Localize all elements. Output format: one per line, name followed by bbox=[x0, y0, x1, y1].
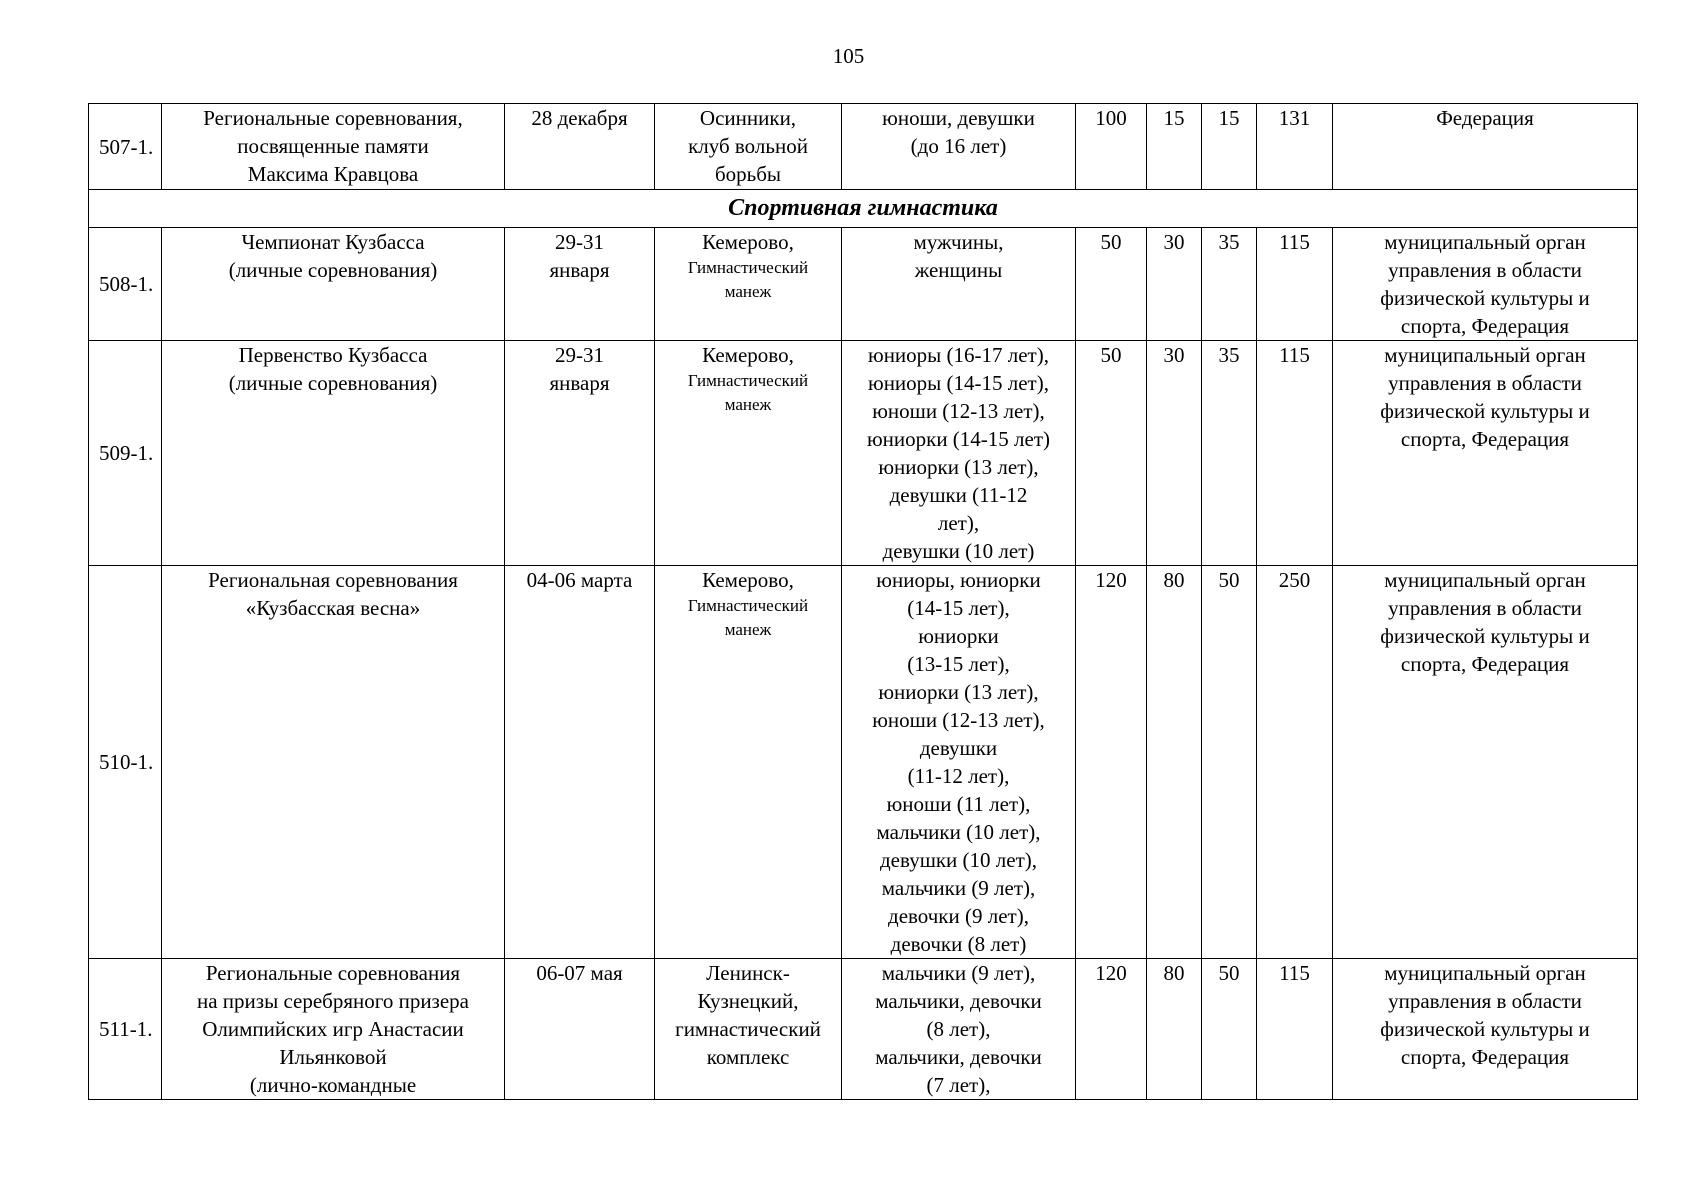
text-line: юниоры (16-17 лет), bbox=[868, 343, 1049, 367]
count-cell: 50 bbox=[1076, 228, 1147, 341]
text-line: мальчики (9 лет), bbox=[881, 961, 1036, 985]
text-line: Чемпионат Кузбасса bbox=[241, 230, 425, 254]
text-line: манеж bbox=[724, 395, 772, 414]
count-cell: 120 bbox=[1076, 959, 1147, 1100]
text-line: Первенство Кузбасса bbox=[238, 343, 428, 367]
text-line: мальчики (10 лет), bbox=[876, 820, 1041, 844]
venue-cell bbox=[655, 104, 842, 190]
text-line: управления в области bbox=[1388, 989, 1582, 1013]
text-line: девушки (10 лет), bbox=[879, 848, 1038, 872]
text-line: Кемерово, bbox=[702, 230, 794, 254]
text-line: мужчины, bbox=[913, 230, 1004, 254]
text-line: юниорки (14-15 лет) bbox=[866, 427, 1051, 451]
row-number-cell: 510-1. bbox=[89, 566, 162, 959]
text-line: Федерация bbox=[1436, 106, 1534, 130]
text-line: Гимнастический bbox=[687, 258, 809, 277]
date-cell bbox=[505, 228, 655, 341]
participants-cell bbox=[842, 341, 1076, 566]
text-line: лет), bbox=[937, 511, 980, 535]
count-cell: 15 bbox=[1202, 104, 1257, 190]
text-line: мальчики, девочки bbox=[875, 989, 1042, 1013]
count-cell: 35 bbox=[1202, 228, 1257, 341]
date-cell bbox=[505, 566, 655, 959]
event-name-cell bbox=[162, 104, 505, 190]
event-name-cell bbox=[162, 341, 505, 566]
section-title: Спортивная гимнастика bbox=[89, 190, 1638, 228]
date-cell bbox=[505, 104, 655, 190]
text-line: (личные соревнования) bbox=[228, 258, 438, 282]
text-line: на призы серебряного призера bbox=[197, 989, 469, 1013]
section-heading-row bbox=[89, 190, 1638, 228]
text-line: муниципальный орган bbox=[1384, 568, 1586, 592]
text-line: муниципальный орган bbox=[1384, 230, 1586, 254]
text-line: 06-07 мая bbox=[536, 961, 623, 985]
count-cell: 50 bbox=[1202, 959, 1257, 1100]
table-row bbox=[89, 228, 1638, 341]
count-cell: 80 bbox=[1147, 566, 1202, 959]
text-line: девочки (8 лет) bbox=[890, 932, 1027, 956]
text-line: юноши, девушки bbox=[882, 106, 1035, 130]
text-line: (11-12 лет), bbox=[907, 764, 1010, 788]
text-line: посвященные памяти bbox=[237, 134, 429, 158]
text-line: 29-31 bbox=[555, 343, 604, 367]
text-line: Максима Кравцова bbox=[247, 162, 419, 186]
table-row bbox=[89, 959, 1638, 1100]
table-row bbox=[89, 341, 1638, 566]
text-line: физической культуры и bbox=[1380, 624, 1590, 648]
text-line: спорта, Федерация bbox=[1400, 1045, 1570, 1069]
text-line: девочки (9 лет), bbox=[888, 904, 1029, 928]
count-cell: 115 bbox=[1257, 341, 1333, 566]
text-line: юноши (12-13 лет), bbox=[872, 399, 1045, 423]
text-line: физической культуры и bbox=[1380, 1017, 1590, 1041]
table-row bbox=[89, 566, 1638, 959]
venue-cell bbox=[655, 959, 842, 1100]
count-cell: 15 bbox=[1147, 104, 1202, 190]
row-number-cell: 511-1. bbox=[89, 959, 162, 1100]
participants-cell bbox=[842, 228, 1076, 341]
count-cell: 131 bbox=[1257, 104, 1333, 190]
text-line: Региональные соревнования, bbox=[203, 106, 463, 130]
venue-cell bbox=[655, 566, 842, 959]
count-cell: 35 bbox=[1202, 341, 1257, 566]
organizer-cell bbox=[1333, 104, 1638, 190]
text-line: спорта, Федерация bbox=[1400, 314, 1570, 338]
page-number: 105 bbox=[832, 44, 865, 68]
text-line: девушки (10 лет) bbox=[882, 539, 1035, 563]
organizer-cell bbox=[1333, 959, 1638, 1100]
participants-cell bbox=[842, 104, 1076, 190]
event-name-cell bbox=[162, 959, 505, 1100]
text-line: физической культуры и bbox=[1380, 399, 1590, 423]
text-line: Осинники, bbox=[699, 106, 797, 130]
table-row bbox=[89, 104, 1638, 190]
venue-cell bbox=[655, 228, 842, 341]
row-number-cell: 509-1. bbox=[89, 341, 162, 566]
count-cell: 100 bbox=[1076, 104, 1147, 190]
organizer-cell bbox=[1333, 228, 1638, 341]
text-line: мальчики, девочки bbox=[875, 1045, 1042, 1069]
text-line: (личные соревнования) bbox=[228, 371, 438, 395]
text-line: управления в области bbox=[1388, 371, 1582, 395]
text-line: женщины bbox=[914, 258, 1003, 282]
count-cell: 30 bbox=[1147, 341, 1202, 566]
text-line: манеж bbox=[724, 620, 772, 639]
text-line: Региональная соревнования bbox=[208, 568, 458, 592]
text-line: Кузнецкий, bbox=[697, 989, 799, 1013]
text-line: юниорки bbox=[918, 624, 999, 648]
event-name-cell bbox=[162, 228, 505, 341]
text-line: юниорки (13 лет), bbox=[878, 680, 1039, 704]
text-line: юниоры (14-15 лет), bbox=[868, 371, 1049, 395]
text-line: Ленинск- bbox=[706, 961, 790, 985]
count-cell: 50 bbox=[1076, 341, 1147, 566]
text-line: (14-15 лет), bbox=[907, 596, 1010, 620]
text-line: юноши (11 лет), bbox=[886, 792, 1031, 816]
count-cell: 250 bbox=[1257, 566, 1333, 959]
count-cell: 50 bbox=[1202, 566, 1257, 959]
count-cell: 115 bbox=[1257, 228, 1333, 341]
text-line: управления в области bbox=[1388, 596, 1582, 620]
count-cell: 30 bbox=[1147, 228, 1202, 341]
text-line: комплекс bbox=[706, 1045, 790, 1069]
row-number-cell: 507-1. bbox=[89, 104, 162, 190]
table-body bbox=[89, 104, 1638, 1100]
count-cell: 80 bbox=[1147, 959, 1202, 1100]
text-line: девушки (11-12 bbox=[889, 483, 1028, 507]
text-line: гимнастический bbox=[675, 1017, 821, 1041]
text-line: управления в области bbox=[1388, 258, 1582, 282]
text-line: юниорки (13 лет), bbox=[878, 455, 1039, 479]
count-cell: 115 bbox=[1257, 959, 1333, 1100]
text-line: (лично-командные bbox=[249, 1073, 417, 1097]
date-cell bbox=[505, 341, 655, 566]
text-line: января bbox=[549, 371, 610, 395]
text-line: Кемерово, bbox=[702, 343, 794, 367]
text-line: 28 декабря bbox=[531, 106, 628, 130]
competition-schedule-table bbox=[88, 103, 1638, 1100]
text-line: января bbox=[549, 258, 610, 282]
text-line: спорта, Федерация bbox=[1400, 427, 1570, 451]
text-line: «Кузбасская весна» bbox=[245, 596, 421, 620]
text-line: (8 лет), bbox=[926, 1017, 991, 1041]
date-cell bbox=[505, 959, 655, 1100]
text-line: борьбы bbox=[714, 162, 782, 186]
text-line: (7 лет), bbox=[926, 1073, 991, 1097]
participants-cell bbox=[842, 959, 1076, 1100]
text-line: девушки bbox=[919, 736, 998, 760]
event-name-cell bbox=[162, 566, 505, 959]
text-line: Гимнастический bbox=[687, 596, 809, 615]
text-line: 04-06 марта bbox=[526, 568, 633, 592]
text-line: манеж bbox=[724, 282, 772, 301]
text-line: Региональные соревнования bbox=[205, 961, 461, 985]
text-line: мальчики (9 лет), bbox=[881, 876, 1036, 900]
text-line: клуб вольной bbox=[688, 134, 808, 158]
text-line: юниоры, юниорки bbox=[876, 568, 1041, 592]
text-line: юноши (12-13 лет), bbox=[872, 708, 1045, 732]
participants-cell bbox=[842, 566, 1076, 959]
count-cell: 120 bbox=[1076, 566, 1147, 959]
organizer-cell bbox=[1333, 341, 1638, 566]
text-line: муниципальный орган bbox=[1384, 961, 1586, 985]
row-number-cell: 508-1. bbox=[89, 228, 162, 341]
text-line: (до 16 лет) bbox=[910, 134, 1007, 158]
text-line: (13-15 лет), bbox=[907, 652, 1010, 676]
organizer-cell bbox=[1333, 566, 1638, 959]
text-line: Ильянковой bbox=[279, 1045, 387, 1069]
venue-cell bbox=[655, 341, 842, 566]
text-line: 29-31 bbox=[555, 230, 604, 254]
text-line: спорта, Федерация bbox=[1400, 652, 1570, 676]
text-line: Олимпийских игр Анастасии bbox=[202, 1017, 464, 1041]
text-line: физической культуры и bbox=[1380, 286, 1590, 310]
text-line: Кемерово, bbox=[702, 568, 794, 592]
text-line: муниципальный орган bbox=[1384, 343, 1586, 367]
text-line: Гимнастический bbox=[687, 371, 809, 390]
